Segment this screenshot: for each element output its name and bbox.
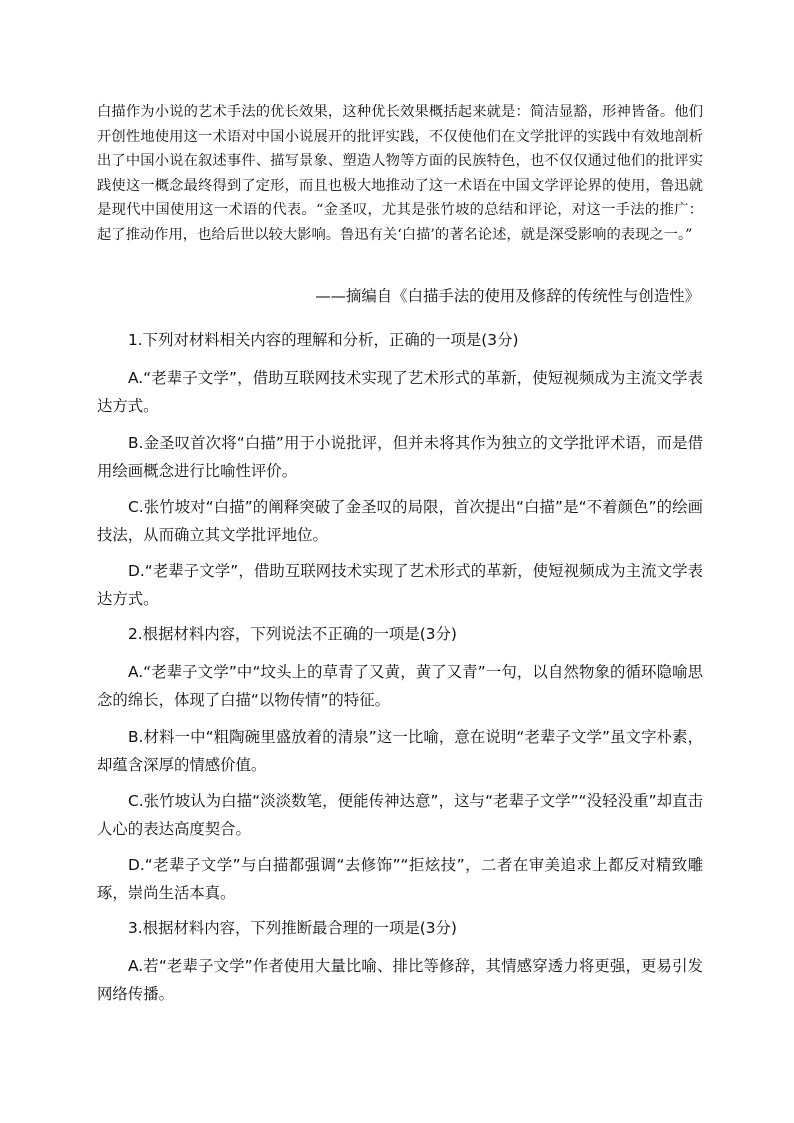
question-3-stem: 3.根据材料内容，下列推断最合理的一项是(3分) [128, 919, 457, 937]
question-1-option-c: C.张竹坡对“白描”的阐释突破了金圣叹的局限，首次提出“白描”是“不着颜色”的绘画技法，从而确立其文学批评地位。 [97, 498, 703, 544]
question-1-stem: 1.下列对材料相关内容的理解和分析，正确的一项是(3分) [128, 331, 519, 349]
passage-paragraph: 白描作为小说的艺术手法的优长效果，这种优长效果概括起来就是：简洁显豁，形神皆备。他们开创性地使用这一术语对中国小说展开的批评实践，不仅使他们在文学批评的实践中有效地剖析出了中国小说在叙述事件、描写景象、塑造人物等方面的民族特色，也不仅仅通过他们的批评实践使这一概念最终得到了定形，而且也极大地推动了这一术语在中国文学评论界的使用，鲁迅就是现代中国使用这一术语的代表。“金圣叹，尤其是张竹坡的总结和评论，对这一手法的推广：起了推动作用，也给后世以较大影响。鲁迅有关‘白描’的著名论述，就是深受影响的表现之一。” [97, 104, 703, 243]
question-2-option-d: D.“老辈子文学”与白描都强调“去修饰”“拒炫技”，二者在审美追求上都反对精致雕琢，崇尚生活本真。 [97, 856, 703, 902]
question-2-option-b: B.材料一中“粗陶碗里盛放着的清泉”这一比喻，意在说明“老辈子文学”虽文字朴素，却蕴含深厚的情感价值。 [97, 728, 703, 774]
question-2-option-c: C.张竹坡认为白描“淡淡数笔，便能传神达意”，这与“老辈子文学”“没轻没重”却直击人心的表达高度契合。 [97, 792, 703, 838]
question-1-option-b: B.金圣叹首次将“白描”用于小说批评，但并未将其作为独立的文学批评术语，而是借用绘画概念进行比喻性评价。 [97, 434, 703, 480]
question-1-option-a: A.“老辈子文学”，借助互联网技术实现了艺术形式的革新，使短视频成为主流文学表达方式。 [97, 369, 703, 415]
question-3-option-a: A.若“老辈子文学”作者使用大量比喻、排比等修辞，其情感穿透力将更强，更易引发网络传播。 [97, 957, 703, 1003]
question-1-option-d: D.“老辈子文学”，借助互联网技术实现了艺术形式的革新，使短视频成为主流文学表达方式。 [97, 562, 703, 608]
source-citation: ——摘编自《白描手法的使用及修辞的传统性与创造性》 [315, 287, 700, 305]
question-2-stem: 2.根据材料内容，下列说法不正确的一项是(3分) [128, 625, 457, 643]
question-2-option-a: A.“老辈子文学”中“坟头上的草青了又黄，黄了又青”一句，以自然物象的循环隐喻思念的绵长，体现了白描“以物传情”的特征。 [97, 663, 703, 709]
